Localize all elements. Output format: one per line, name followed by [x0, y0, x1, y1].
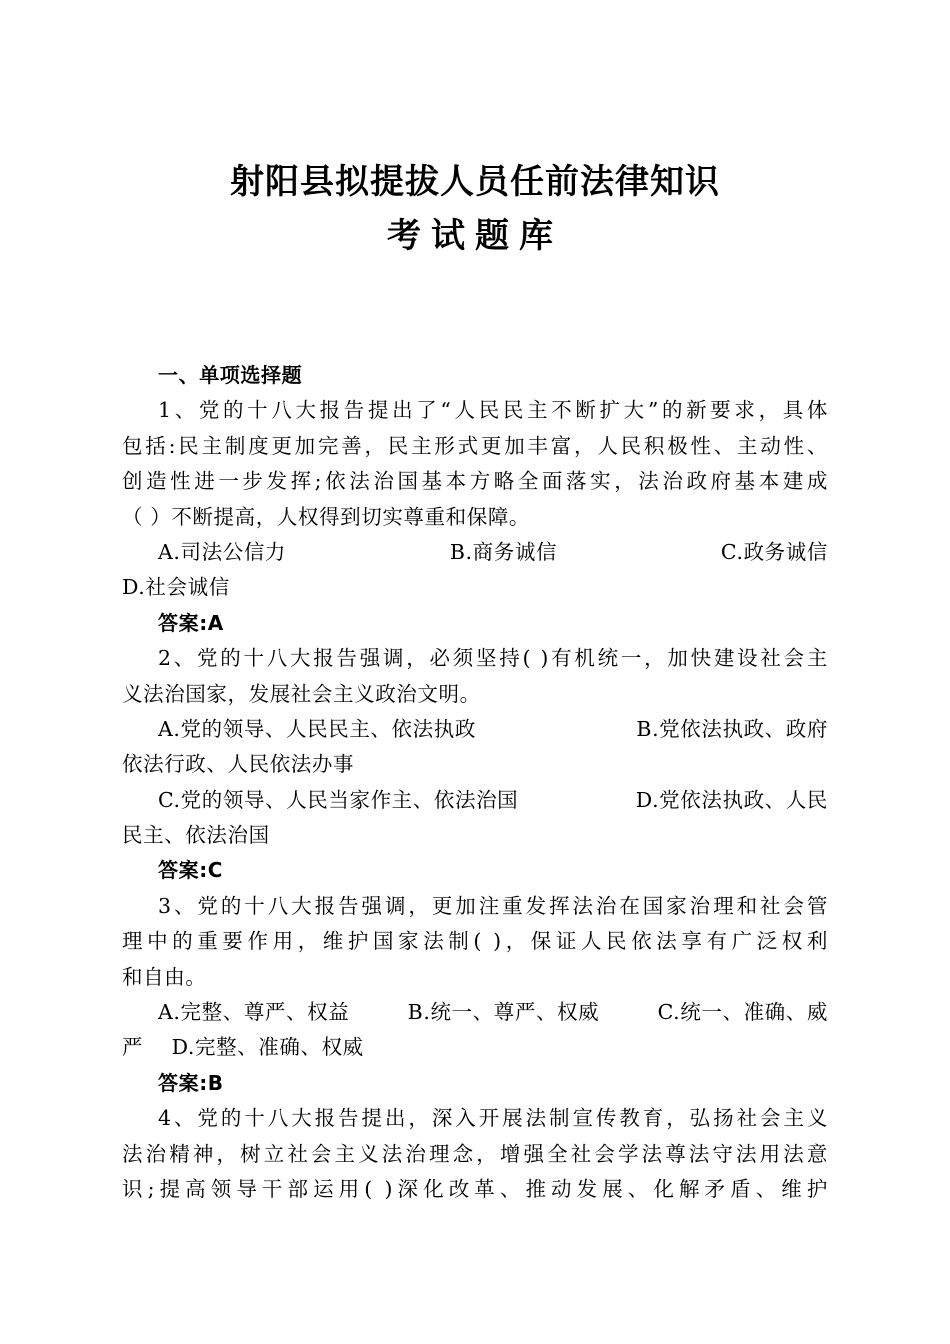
answer: 答案:A — [158, 610, 224, 635]
question-text-line: 法治精神，树立社会主义法治理念，增强全社会学法尊法守法用法意 — [122, 1141, 828, 1166]
question-2 — [122, 641, 828, 889]
option-continuation: 依法行政、人民依法办事 — [122, 752, 355, 777]
question-text-line: 4、党的十八大报告提出，深入开展法制宣传教育，弘扬社会主义 — [158, 1106, 828, 1131]
question-3 — [122, 889, 828, 1101]
question-1 — [122, 393, 828, 641]
option-a: A.司法公信力 — [158, 539, 287, 564]
question-text-line: 义法治国家，发展社会主义政治文明。 — [122, 681, 481, 706]
option-d: D.党依法执政、人民 — [635, 787, 828, 812]
option-b: B.商务诚信 — [449, 539, 558, 564]
document-body — [122, 358, 828, 1207]
question-text-line: 2、党的十八大报告强调，必须坚持( )有机统一，加快建设社会主 — [158, 646, 828, 671]
option-c: C.统一、准确、威 — [657, 1000, 828, 1025]
question-text-line: 和自由。 — [122, 964, 207, 989]
answer: 答案:B — [158, 1070, 224, 1095]
option-a: A.完整、尊严、权益 — [158, 1000, 350, 1025]
question-text-line: 包括:民主制度更加完善，民主形式更加丰富，人民积极性、主动性、 — [122, 433, 828, 458]
option-b: B.党依法执政、政府 — [636, 716, 828, 741]
question-text-line: 1、党的十八大报告提出了“人民民主不断扩大”的新要求，具体 — [158, 398, 828, 423]
question-text-line: 创造性进一步发挥;依法治国基本方略全面落实，法治政府基本建成 — [122, 469, 828, 494]
options-row — [122, 535, 828, 570]
option-continuation: 民主、依法治国 — [122, 823, 270, 848]
section-heading: 一、单项选择题 — [158, 363, 303, 387]
option-b: B.统一、尊严、权威 — [407, 1000, 600, 1025]
question-4 — [122, 1101, 828, 1207]
question-text-line: 3、党的十八大报告强调，更加注重发挥法治在国家治理和社会管 — [158, 893, 828, 918]
document-title-line2: 考试题库 — [387, 216, 563, 256]
question-text-line: 理中的重要作用，维护国家法制( )，保证人民依法享有广泛权利 — [122, 929, 828, 954]
option-d: D.社会诚信 — [122, 575, 230, 600]
options-row — [122, 995, 828, 1030]
question-text-line: 识;提高领导干部运用( )深化改革、推动发展、化解矛盾、维护 — [122, 1176, 828, 1201]
document-title-line1: 射阳县拟提拔人员任前法律知识 — [230, 162, 720, 202]
answer: 答案:C — [158, 858, 224, 883]
option-continuation: 严 D.完整、准确、权威 — [122, 1035, 364, 1060]
option-c: C.党的领导、人民当家作主、依法治国 — [158, 787, 519, 812]
option-a: A.党的领导、人民民主、依法执政 — [158, 716, 476, 741]
options-row — [122, 712, 828, 747]
question-text-line: （ ）不断提高，人权得到切实尊重和保障。 — [122, 504, 531, 529]
option-c: C.政务诚信 — [720, 539, 828, 564]
options-row — [122, 783, 828, 818]
